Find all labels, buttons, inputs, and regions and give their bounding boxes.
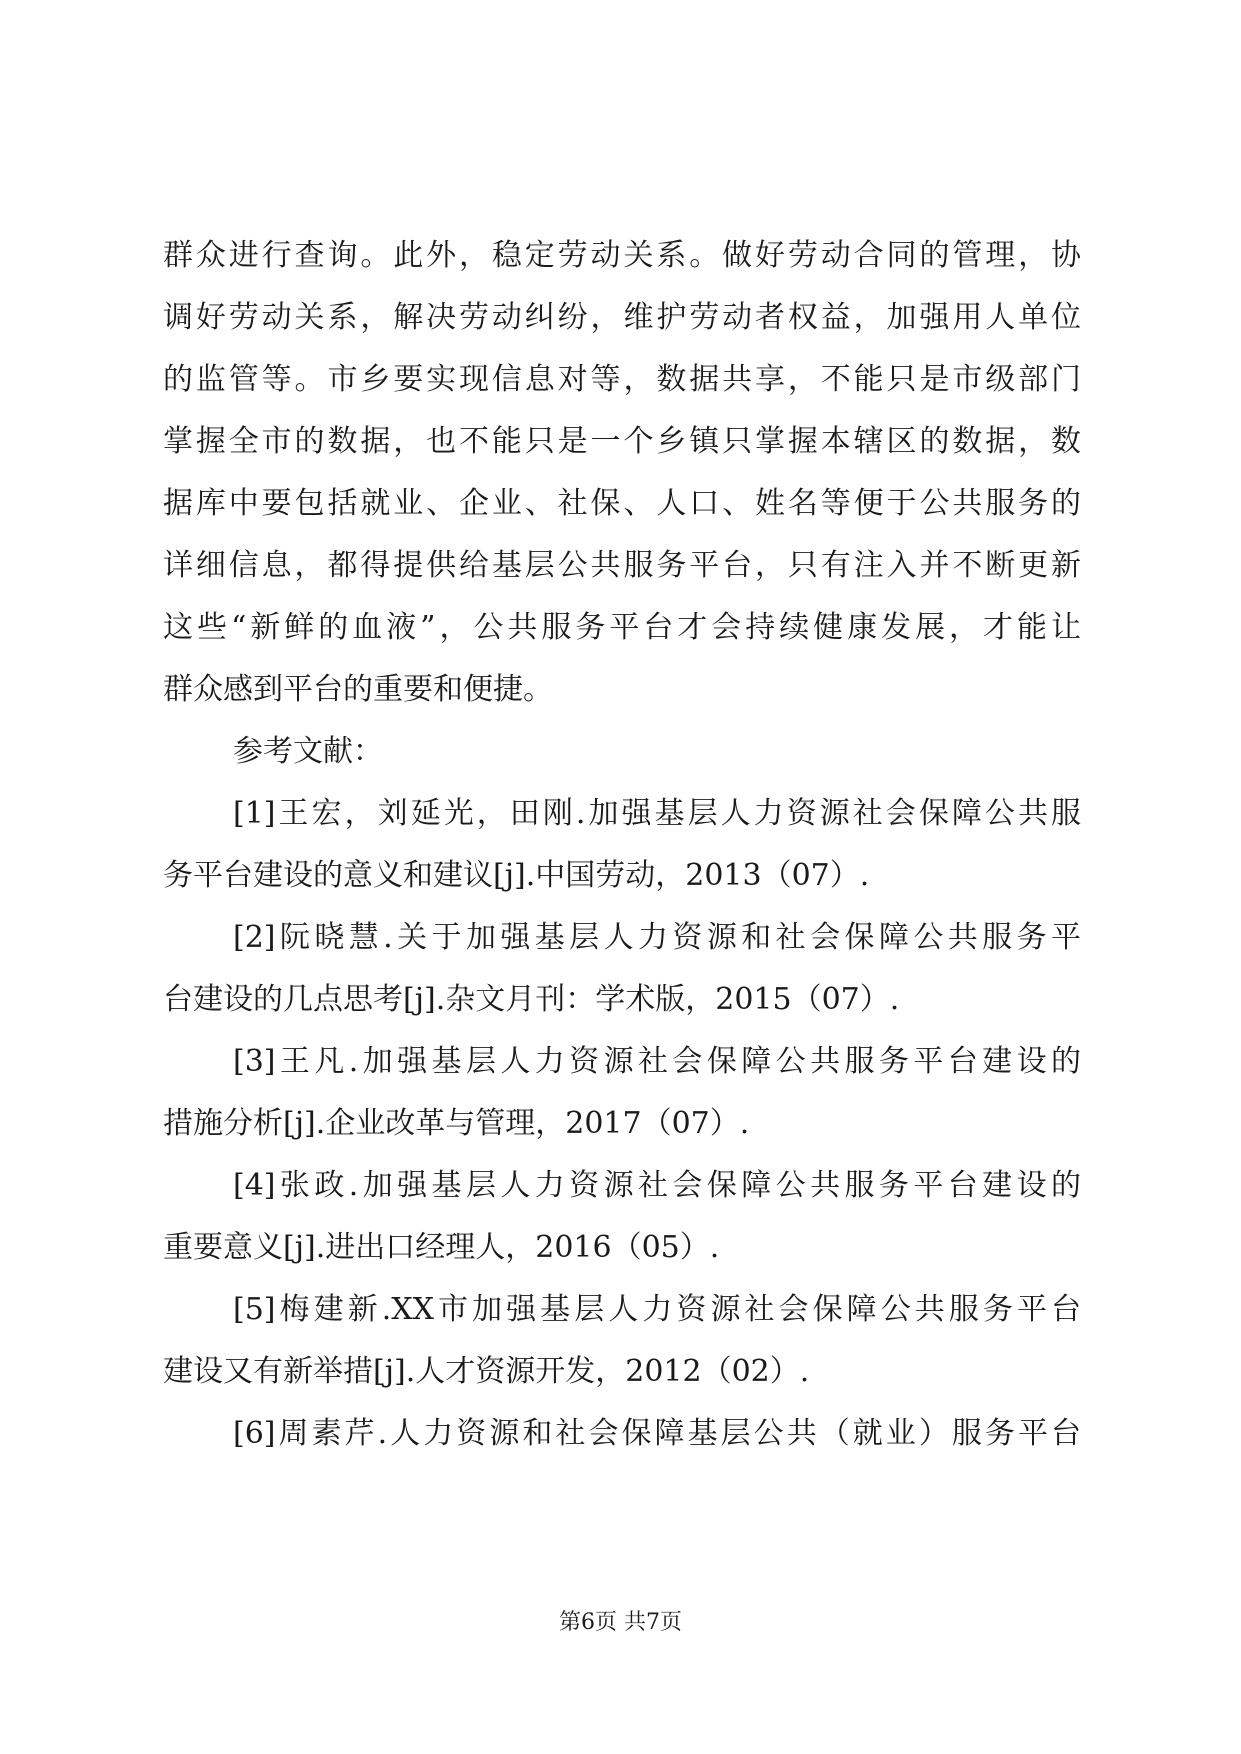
reference-line: 务平台建设的意义和建议[j].中国劳动，2013（07）. <box>163 858 870 893</box>
reference-line: 重要意义[j].进出口经理人，2016（05）. <box>163 1230 720 1265</box>
paragraph-line: 调好劳动关系，解决劳动纠纷，维护劳动者权益，加强用人单位 <box>163 300 1081 335</box>
references-heading: 参考文献： <box>233 734 383 769</box>
reference-line: [4]张政.加强基层人力资源社会保障公共服务平台建设的 <box>233 1168 1081 1203</box>
paragraph-line: 群众感到平台的重要和便捷。 <box>163 672 553 707</box>
reference-item <box>163 1279 1081 1403</box>
reference-line: 措施分析[j].企业改革与管理，2017（07）. <box>163 1106 750 1141</box>
paragraph-line: 的监管等。市乡要实现信息对等，数据共享，不能只是市级部门 <box>163 362 1081 397</box>
reference-line: [6]周素芹.人力资源和社会保障基层公共（就业）服务平台 <box>233 1416 1081 1451</box>
page-footer <box>0 1608 1241 1638</box>
paragraph-line: 群众进行查询。此外，稳定劳动关系。做好劳动合同的管理，协 <box>163 238 1081 273</box>
reference-line: 台建设的几点思考[j].杂文月刊：学术版，2015（07）. <box>163 982 900 1017</box>
reference-line: [2]阮晓慧.关于加强基层人力资源和社会保障公共服务平 <box>233 920 1081 955</box>
reference-item <box>163 1155 1081 1279</box>
reference-item <box>163 907 1081 1031</box>
reference-line: 建设又有新举措[j].人才资源开发，2012（02）. <box>163 1354 810 1389</box>
reference-line: [5]梅建新.XX市加强基层人力资源社会保障公共服务平台 <box>233 1292 1081 1327</box>
reference-item <box>163 783 1081 907</box>
reference-line: [1]王宏，刘延光，田刚.加强基层人力资源社会保障公共服 <box>233 796 1081 831</box>
reference-item <box>163 1031 1081 1155</box>
paragraph-line: 据库中要包括就业、企业、社保、人口、姓名等便于公共服务的 <box>163 486 1081 521</box>
body-paragraph <box>163 225 1081 721</box>
reference-line: [3]王凡.加强基层人力资源社会保障公共服务平台建设的 <box>233 1044 1081 1079</box>
reference-item <box>163 1403 1081 1465</box>
paragraph-line: 掌握全市的数据，也不能只是一个乡镇只掌握本辖区的数据，数 <box>163 424 1081 459</box>
page-number: 第6页 共7页 <box>559 1610 682 1635</box>
paragraph-line: 这些“新鲜的血液”，公共服务平台才会持续健康发展，才能让 <box>163 610 1081 645</box>
document-body <box>163 225 1081 1465</box>
paragraph-line: 详细信息，都得提供给基层公共服务平台，只有注入并不断更新 <box>163 548 1081 583</box>
reference-list <box>163 783 1081 1465</box>
